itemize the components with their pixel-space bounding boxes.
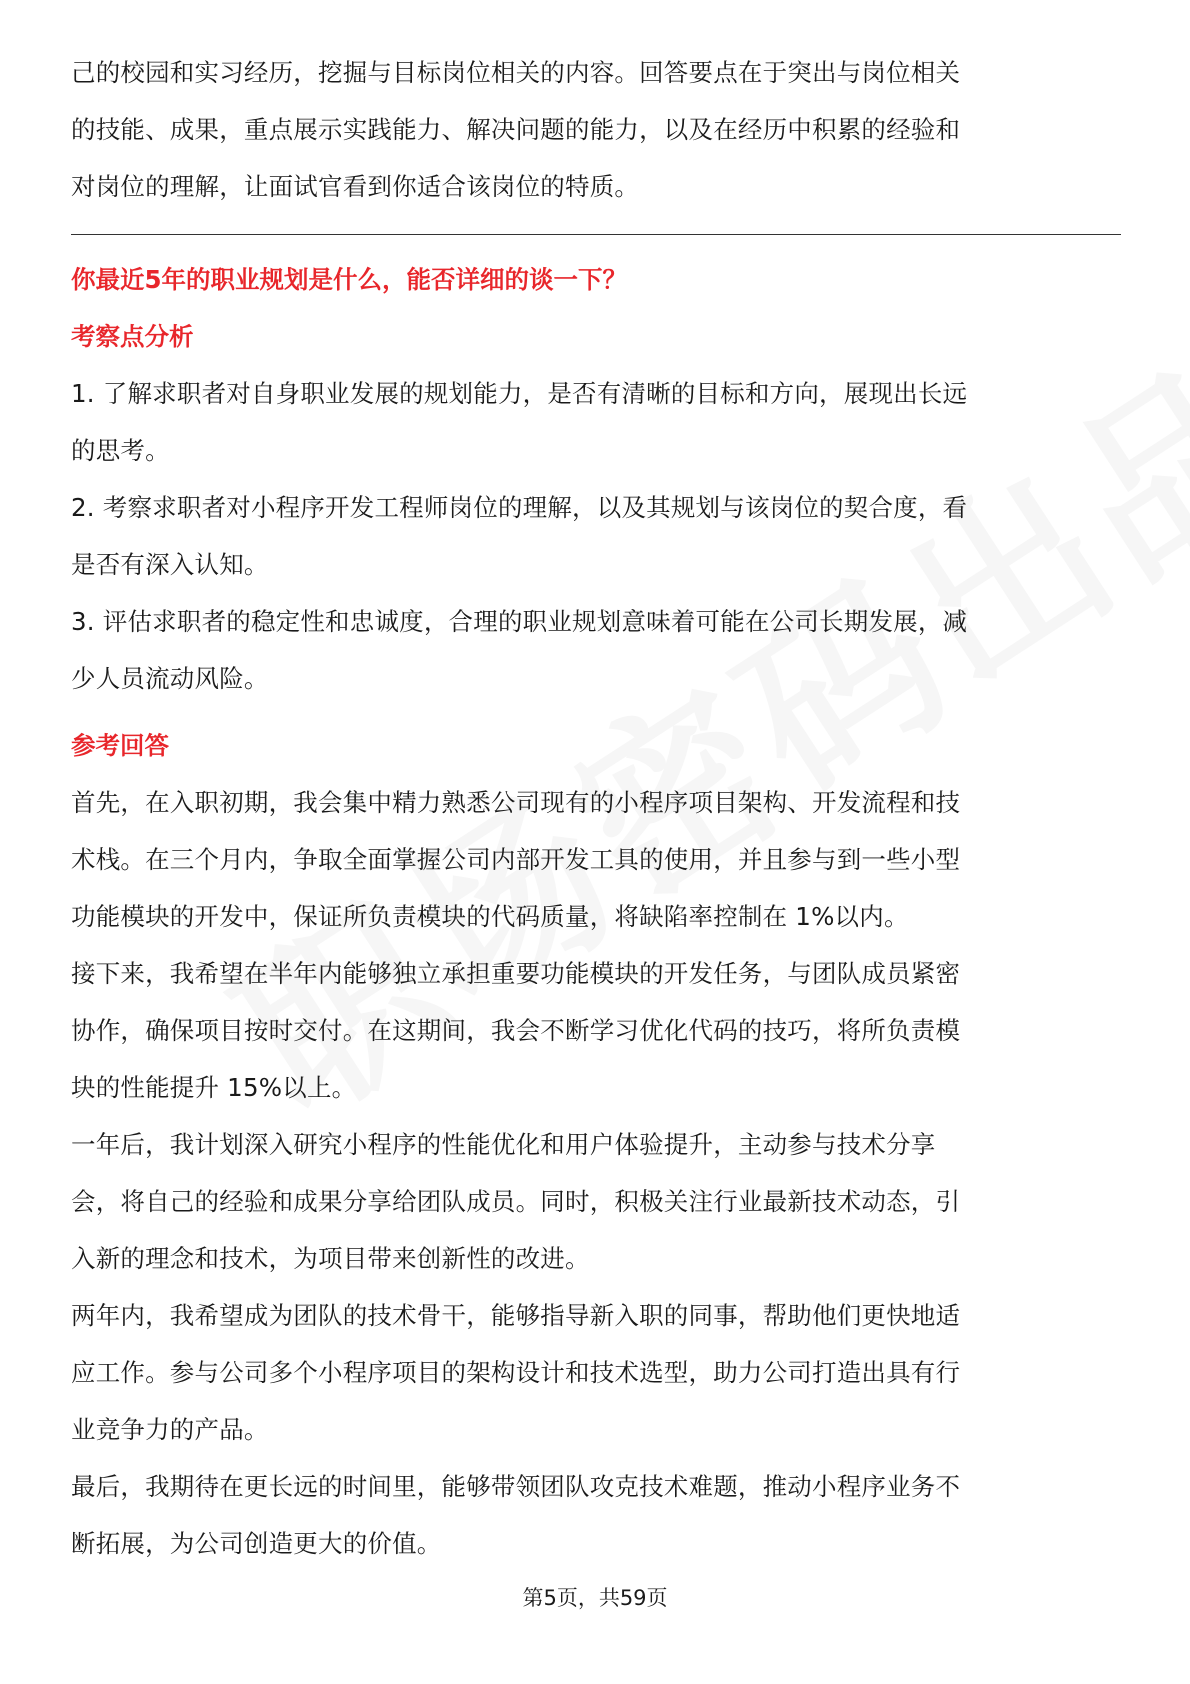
answer-line: 功能模块的开发中，保证所负责模块的代码质量，将缺陷率控制在 1%以内。: [71, 902, 909, 931]
page-number: 第5页，共59页: [522, 1586, 668, 1610]
analysis-line: 1. 了解求职者对自身职业发展的规划能力，是否有清晰的目标和方向，展现出长远: [71, 379, 968, 408]
analysis-point: [71, 365, 1121, 479]
answer-line: 业竞争力的产品。: [71, 1415, 269, 1444]
answer-heading: 参考回答: [71, 731, 169, 760]
answer-line: 断拓展，为公司创造更大的价值。: [71, 1529, 442, 1558]
intro-paragraph: [71, 44, 1121, 215]
intro-line: 的技能、成果，重点展示实践能力、解决问题的能力，以及在经历中积累的经验和: [71, 115, 961, 144]
section-divider: [71, 234, 1121, 235]
answer-line: 接下来，我希望在半年内能够独立承担重要功能模块的开发任务，与团队成员紧密: [71, 959, 961, 988]
analysis-line: 3. 评估求职者的稳定性和忠诚度，合理的职业规划意味着可能在公司长期发展，减: [71, 607, 968, 636]
document-page: [71, 44, 1121, 1572]
analysis-line: 少人员流动风险。: [71, 664, 269, 693]
answer-line: 术栈。在三个月内，争取全面掌握公司内部开发工具的使用，并且参与到一些小型: [71, 845, 961, 874]
intro-line: 己的校园和实习经历，挖掘与目标岗位相关的内容。回答要点在于突出与岗位相关: [71, 58, 961, 87]
analysis-point: [71, 593, 1121, 707]
analysis-line: 的思考。: [71, 436, 170, 465]
analysis-point: [71, 479, 1121, 593]
answer-line: 两年内，我希望成为团队的技术骨干，能够指导新入职的同事，帮助他们更快地适: [71, 1301, 961, 1330]
analysis-heading: 考察点分析: [71, 322, 194, 351]
answer-line: 入新的理念和技术，为项目带来创新性的改进。: [71, 1244, 590, 1273]
answer-line: 一年后，我计划深入研究小程序的性能优化和用户体验提升，主动参与技术分享: [71, 1130, 936, 1159]
analysis-line: 是否有深入认知。: [71, 550, 269, 579]
question-title: 你最近5年的职业规划是什么，能否详细的谈一下？: [71, 265, 628, 294]
answer-paragraph: [71, 1287, 1121, 1458]
answer-line: 首先，在入职初期，我会集中精力熟悉公司现有的小程序项目架构、开发流程和技: [71, 788, 961, 817]
answer-paragraph: [71, 1458, 1121, 1572]
answer-line: 会，将自己的经验和成果分享给团队成员。同时，积极关注行业最新技术动态，引: [71, 1187, 961, 1216]
intro-line: 对岗位的理解，让面试官看到你适合该岗位的特质。: [71, 172, 640, 201]
answer-line: 协作，确保项目按时交付。在这期间，我会不断学习优化代码的技巧，将所负责模: [71, 1016, 961, 1045]
answer-line: 最后，我期待在更长远的时间里，能够带领团队攻克技术难题，推动小程序业务不: [71, 1472, 961, 1501]
answer-paragraph: [71, 945, 1121, 1116]
answer-paragraph: [71, 774, 1121, 945]
answer-line: 块的性能提升 15%以上。: [71, 1073, 357, 1102]
answer-paragraph: [71, 1116, 1121, 1287]
analysis-line: 2. 考察求职者对小程序开发工程师岗位的理解，以及其规划与该岗位的契合度，看: [71, 493, 968, 522]
answer-line: 应工作。参与公司多个小程序项目的架构设计和技术选型，助力公司打造出具有行: [71, 1358, 961, 1387]
